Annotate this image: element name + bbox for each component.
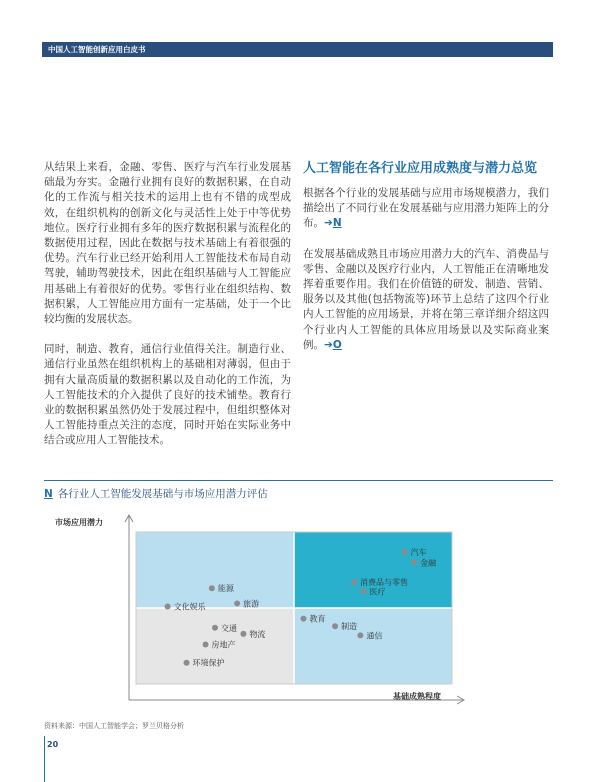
xref-arrow-icon: ➔ [324,338,333,351]
data-point [411,559,417,565]
data-point-label: 金融 [420,558,437,568]
data-point-label: 物流 [249,629,266,639]
data-point [209,585,215,591]
xref-arrow-icon: ➔ [324,217,333,230]
running-header [42,42,553,57]
left-text-column [44,160,291,449]
y-axis-label: 市场应用潜力 [55,518,103,527]
running-header-title: 中国人工智能创新应用白皮书 [48,45,146,54]
data-point [357,632,363,638]
figure-reference-link-o[interactable]: O [332,338,342,351]
figure-divider [44,480,553,481]
left-paragraph-2: 同时，制造、教育，通信行业值得关注。制造行业、通信行业虽然在组织机构上的基础相对薄弱，但由于拥有大量高质量的数据积累以及自动化的工作流，为人工智能技术的介入提供了良好的技术铺垫。教育行业的数据积累虽然仍处于发展过程中，但组织整体对人工智能持重点关注的态度，同时开始在实际业务中结合或应用人工智能技术。 [44,343,291,447]
data-point [165,603,171,609]
figure-title [44,486,268,501]
data-point-label: 旅游 [243,599,260,609]
page-number-rule [44,736,45,782]
data-point-label: 制造 [341,622,358,632]
right-paragraph-2 [303,247,549,353]
data-point-label: 医疗 [369,587,386,597]
data-point [300,616,306,622]
page-number: 20 [47,740,59,749]
figure-reference-link-n[interactable]: N [332,217,342,230]
data-point-label: 文化娱乐 [173,602,206,612]
data-point-label: 能源 [217,584,234,594]
data-point [240,631,246,637]
right-paragraph-1 [303,186,549,232]
right-paragraph-1-text: 根据各个行业的发展基础与应用市场规模潜力，我们描绘出了不同行业在发展基础与应用潜力矩阵上的分布。 [303,187,549,230]
figure-letter: N [44,488,53,500]
section-title: 人工智能在各行业应用成熟度与潜力总览 [303,161,538,176]
data-point-label: 通信 [366,631,383,641]
data-point-label: 交通 [221,623,237,633]
quadrant-top-left [136,532,294,608]
quadrant-top-right [294,532,452,608]
data-point [203,641,209,647]
data-point-label: 环境保护 [192,658,225,668]
x-axis-label: 基础成熟程度 [393,692,441,701]
matrix-chart-svg [44,510,553,710]
figure-source: 资料来源：中国人工智能学会；罗兰贝格分析 [44,722,184,730]
data-point-label: 房地产 [211,640,236,650]
data-point [184,660,190,666]
data-point-label: 教育 [309,614,326,624]
data-point-label: 消费品与零售 [360,578,409,588]
data-point [234,600,240,606]
right-paragraph-2-text: 在发展基础成熟且市场应用潜力大的汽车、消费品与零售、金融以及医疗行业内，人工智能正在清晰地发挥着重要作用。我们在价值链的研发、制造、营销、服务以及其他(包括物流等)环节上总结了这四个行业内人工智能的应用场景，并将在第三章详细介绍这四个行业内人工智能的具体应用场景以及实际商业案例。 [303,247,549,351]
data-point [351,579,357,585]
left-paragraph-1: 从结果上来看，金融、零售、医疗与汽车行业发展基础最为夯实。金融行业拥有良好的数据积累，在自动化的工作流与相关技术的运用上也有不错的成型成效，在组织机构的创新文化与灵活性上处于中等优势地位。医疗行业拥有多年的医疗数据积累与流程化的数据使用过程，因此在数据与技术基础上有着很强的优势。汽车行业已经开始利用人工智能技术布局自动驾驶，辅助驾驶技术，因此在组织基础与人工智能应用基础上有着很好的优势。零售行业在组织结构、数据积累，人工智能应用方面有一定基础，处于一个比较均衡的发展状态。 [44,161,291,326]
data-point-label: 汽车 [410,547,427,557]
figure-title-text: 各行业人工智能发展基础与市场应用潜力评估 [57,488,268,500]
matrix-chart [44,510,553,710]
right-text-column [303,186,549,353]
data-point [332,623,338,629]
data-point [402,549,408,555]
data-point [361,588,367,594]
data-point [212,625,218,631]
